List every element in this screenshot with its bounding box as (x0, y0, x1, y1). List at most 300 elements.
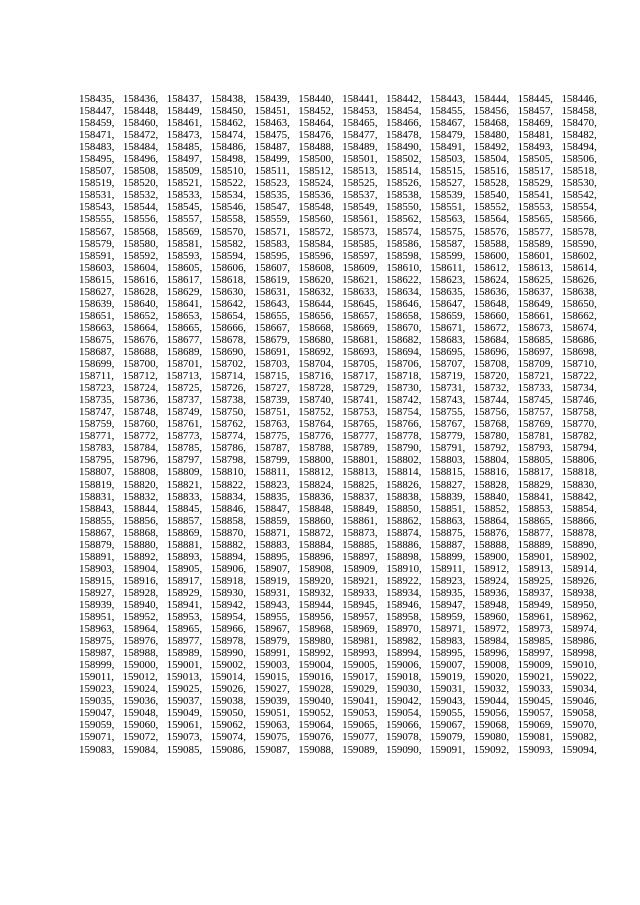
number-entry: 158918, (210, 574, 246, 587)
number-entry: 159040, (298, 695, 334, 708)
number-entry: 158804, (473, 454, 510, 467)
number-entry: 159087, (254, 743, 290, 756)
number-entry: 159044, (473, 695, 510, 708)
number-entry: 158974, (561, 623, 597, 636)
number-entry: 158496, (122, 153, 159, 166)
number-entry: 158546, (210, 201, 246, 214)
number-entry: 158551, (429, 201, 466, 214)
number-entry: 158586, (386, 237, 422, 250)
number-entry: 158736, (122, 394, 159, 407)
number-entry: 158596, (298, 249, 334, 262)
number-entry: 158692, (298, 345, 334, 358)
number-entry: 158568, (122, 225, 159, 238)
number-entry: 158602, (561, 249, 597, 262)
number-entry: 158529, (517, 177, 553, 190)
number-entry: 158989, (166, 647, 203, 660)
number-entry: 159045, (517, 695, 553, 708)
number-entry: 158950, (561, 598, 597, 611)
number-entry: 158810, (210, 466, 247, 479)
number-entry: 158925, (517, 574, 553, 587)
number-entry: 158813, (342, 466, 378, 479)
number-entry: 158827, (429, 478, 466, 491)
number-entry: 158703, (254, 358, 290, 371)
number-entry: 158794, (561, 442, 597, 455)
number-entry: 158941, (166, 598, 203, 611)
number-entry: 158515, (429, 165, 466, 178)
text-line (79, 611, 597, 623)
number-entry: 159011, (79, 671, 114, 684)
number-entry: 158964, (122, 623, 159, 636)
number-entry: 158629, (166, 285, 203, 298)
number-entry: 158495, (79, 153, 115, 166)
number-entry: 158934, (386, 586, 422, 599)
number-entry: 159053, (342, 707, 378, 720)
number-entry: 158697, (517, 345, 553, 358)
number-entry: 158837, (342, 490, 378, 503)
number-entry: 158782, (561, 430, 597, 443)
number-entry: 158965, (166, 623, 203, 636)
number-entry: 158592, (122, 249, 159, 262)
number-entry: 158903, (79, 562, 115, 575)
number-entry: 158581, (166, 237, 203, 250)
number-entry: 158923, (429, 574, 466, 587)
text-line (79, 635, 597, 647)
number-entry: 158669, (342, 321, 378, 334)
number-entry: 158554, (561, 201, 597, 214)
number-entry: 158957, (342, 611, 378, 624)
number-entry: 158549, (342, 201, 378, 214)
number-entry: 159019, (429, 671, 466, 684)
number-entry: 158983, (429, 635, 466, 648)
number-entry: 158997, (517, 647, 553, 660)
number-entry: 158631, (254, 285, 290, 298)
number-entry: 158981, (342, 635, 378, 648)
number-entry: 159052, (298, 707, 334, 720)
number-entry: 158970, (386, 623, 422, 636)
number-entry: 158715, (254, 370, 290, 383)
number-entry: 158636, (473, 285, 510, 298)
number-entry: 158626, (561, 273, 597, 286)
number-entry: 158759, (79, 418, 115, 431)
number-entry: 158901, (517, 550, 553, 563)
number-entry: 158659, (429, 309, 466, 322)
text-line (79, 647, 597, 659)
number-entry: 159091, (429, 743, 466, 756)
number-entry: 159037, (166, 695, 203, 708)
number-entry: 158942, (210, 598, 246, 611)
number-entry: 158789, (342, 442, 378, 455)
number-entry: 158585, (342, 237, 378, 250)
number-entry: 158893, (166, 550, 203, 563)
number-entry: 158847, (254, 502, 290, 515)
number-entry: 158640, (122, 297, 159, 310)
number-entry: 158966, (210, 623, 246, 636)
number-entry: 158665, (166, 321, 203, 334)
number-entry: 159003, (254, 659, 290, 672)
number-entry: 158824, (298, 478, 334, 491)
number-entry: 158772, (122, 430, 159, 443)
number-entry: 158484, (122, 141, 159, 154)
text-line (79, 491, 597, 503)
number-entry: 158790, (386, 442, 422, 455)
number-entry: 159082, (561, 731, 597, 744)
text-line (79, 201, 597, 213)
number-entry: 158767, (429, 418, 466, 431)
number-entry: 158781, (517, 430, 553, 443)
number-entry: 158735, (79, 394, 115, 407)
number-entry: 158732, (473, 382, 510, 395)
number-entry: 158589, (517, 237, 553, 250)
number-entry: 158444, (473, 93, 510, 105)
number-entry: 158850, (386, 502, 422, 515)
number-entry: 158465, (342, 117, 378, 130)
number-entry: 158593, (166, 249, 203, 262)
number-entry: 158435, (79, 93, 115, 105)
number-entry: 158899, (429, 550, 466, 563)
text-line (79, 503, 597, 515)
number-entry: 158513, (342, 165, 378, 178)
text-line (79, 479, 597, 491)
number-entry: 159094, (561, 743, 597, 756)
text-line (79, 226, 597, 238)
number-entry: 158876, (473, 526, 510, 539)
number-entry: 158587, (429, 237, 466, 250)
number-entry: 158642, (210, 297, 246, 310)
number-entry: 158865, (517, 514, 553, 527)
number-entry: 158620, (298, 273, 334, 286)
number-entry: 158622, (386, 273, 422, 286)
number-entry: 158517, (517, 165, 554, 178)
number-entry: 159086, (210, 743, 246, 756)
number-entry: 158479, (429, 129, 466, 142)
number-entry: 158447, (79, 105, 115, 118)
number-entry: 158603, (79, 261, 115, 274)
number-entry: 158614, (561, 261, 597, 274)
number-entry: 158536, (298, 189, 334, 202)
number-entry: 158682, (386, 333, 422, 346)
number-entry: 158606, (210, 261, 247, 274)
text-line (79, 659, 597, 671)
text-line (79, 238, 597, 250)
number-entry: 158706, (386, 358, 422, 371)
number-entry: 158712, (122, 370, 158, 383)
number-entry: 158681, (342, 333, 378, 346)
number-entry: 158835, (254, 490, 290, 503)
number-entry: 158450, (210, 105, 246, 118)
number-entry: 159056, (473, 707, 510, 720)
text-line (79, 153, 597, 165)
number-entry: 158439, (254, 93, 290, 105)
number-entry: 158917, (166, 574, 203, 587)
text-line (79, 563, 597, 575)
number-entry: 158660, (473, 309, 510, 322)
number-entry: 158959, (429, 611, 466, 624)
number-entry: 158793, (517, 442, 553, 455)
number-entry: 158897, (342, 550, 378, 563)
number-entry: 158809, (166, 466, 203, 479)
number-entry: 159055, (429, 707, 466, 720)
number-entry: 158563, (429, 213, 466, 226)
text-line (79, 93, 597, 105)
number-entry: 158864, (473, 514, 510, 527)
number-entry: 158763, (254, 418, 290, 431)
number-entry: 158927, (79, 586, 115, 599)
number-entry: 158522, (210, 177, 246, 190)
number-entry: 158875, (429, 526, 466, 539)
number-entry: 158912, (473, 562, 510, 575)
number-entry: 158730, (386, 382, 422, 395)
number-entry: 158761, (166, 418, 203, 431)
number-entry: 158452, (298, 105, 334, 118)
number-entry: 158594, (210, 249, 246, 262)
number-entry: 158969, (342, 623, 378, 636)
number-entry: 158539, (429, 189, 466, 202)
number-entry: 159034, (561, 683, 597, 696)
text-line (79, 683, 597, 695)
number-entry: 158949, (517, 598, 553, 611)
text-line (79, 250, 597, 262)
number-entry: 158630, (210, 285, 246, 298)
number-entry: 158948, (473, 598, 510, 611)
number-entry: 158716, (298, 370, 334, 383)
number-entry: 159036, (122, 695, 159, 708)
number-entry: 158873, (342, 526, 378, 539)
number-entry: 159002, (210, 659, 246, 672)
number-entry: 158449, (166, 105, 203, 118)
number-entry: 158698, (561, 345, 597, 358)
number-entry: 159013, (166, 671, 202, 684)
number-entry: 158826, (386, 478, 422, 491)
number-entry: 158567, (79, 225, 115, 238)
number-entry: 158491, (429, 141, 466, 154)
number-entry: 158611, (430, 261, 466, 274)
number-entry: 158437, (166, 93, 203, 105)
number-entry: 158863, (429, 514, 466, 527)
number-entry: 159067, (429, 719, 466, 732)
number-entry: 158500, (298, 153, 334, 166)
number-entry: 158881, (166, 538, 203, 551)
number-entry: 158579, (79, 237, 115, 250)
number-entry: 158607, (254, 261, 291, 274)
number-entry: 158618, (210, 273, 246, 286)
number-entry: 158930, (210, 586, 246, 599)
number-entry: 158839, (429, 490, 466, 503)
number-entry: 158621, (342, 273, 378, 286)
text-line (79, 527, 597, 539)
number-entry: 158938, (561, 586, 597, 599)
number-entry: 158825, (342, 478, 378, 491)
number-entry: 158714, (210, 370, 246, 383)
number-entry: 158476, (298, 129, 334, 142)
number-entry: 158571, (254, 225, 290, 238)
number-entry: 158774, (210, 430, 246, 443)
number-entry: 159066, (386, 719, 422, 732)
number-entry: 158641, (166, 297, 203, 310)
number-entry: 158872, (298, 526, 334, 539)
number-entry: 158638, (561, 285, 597, 298)
number-entry: 159018, (385, 671, 422, 684)
number-entry: 158516, (473, 165, 510, 178)
number-entry: 158805, (517, 454, 553, 467)
number-entry: 158619, (254, 273, 290, 286)
number-entry: 158663, (79, 321, 115, 334)
number-entry: 158601, (517, 249, 553, 262)
number-entry: 158608, (298, 261, 334, 274)
number-entry: 158913, (517, 562, 554, 575)
number-entry: 158591, (79, 249, 115, 262)
number-entry: 158909, (342, 562, 378, 575)
number-entry: 158952, (122, 611, 159, 624)
number-entry: 158526, (386, 177, 422, 190)
number-entry: 158473, (166, 129, 203, 142)
text-line (79, 286, 597, 298)
number-entry: 158570, (210, 225, 246, 238)
number-entry: 158708, (473, 358, 510, 371)
number-entry: 158768, (473, 418, 510, 431)
number-entry: 158937, (517, 586, 553, 599)
number-entry: 159026, (210, 683, 246, 696)
number-entry: 158645, (342, 297, 378, 310)
number-entry: 159070, (561, 719, 597, 732)
number-entry: 158695, (429, 345, 466, 358)
number-entry: 158773, (166, 430, 203, 443)
text-line (79, 346, 597, 358)
number-entry: 158647, (429, 297, 466, 310)
number-entry: 158535, (254, 189, 290, 202)
number-entry: 158860, (298, 514, 334, 527)
number-entry: 158509, (166, 165, 203, 178)
number-entry: 158898, (386, 550, 422, 563)
text-line (79, 515, 597, 527)
number-entry: 158722, (561, 370, 597, 383)
number-entry: 158987, (79, 647, 115, 660)
number-entry: 159001, (166, 659, 203, 672)
number-entry: 159014, (210, 671, 246, 684)
number-entry: 158993, (342, 647, 378, 660)
text-line (79, 731, 597, 743)
number-entry: 158690, (210, 345, 246, 358)
number-entry: 158821, (166, 478, 203, 491)
number-entry: 159012, (122, 671, 158, 684)
number-entry: 158534, (210, 189, 246, 202)
number-entry: 158633, (342, 285, 378, 298)
number-entry: 159081, (517, 731, 553, 744)
number-entry: 159084, (122, 743, 159, 756)
number-entry: 158845, (166, 502, 203, 515)
number-entry: 159010, (561, 659, 597, 672)
number-entry: 158980, (298, 635, 334, 648)
number-entry: 159029, (342, 683, 378, 696)
number-entry: 159092, (473, 743, 510, 756)
text-line (79, 129, 597, 141)
number-entry: 158653, (166, 309, 203, 322)
number-entry: 158687, (79, 345, 115, 358)
number-entry: 159054, (386, 707, 422, 720)
number-entry: 158911, (430, 562, 466, 575)
number-entry: 158973, (517, 623, 553, 636)
number-entry: 158947, (429, 598, 466, 611)
number-entry: 158662, (561, 309, 597, 322)
number-entry: 158532, (122, 189, 159, 202)
number-entry: 159000, (122, 659, 159, 672)
number-entry: 158900, (473, 550, 510, 563)
text-line (79, 719, 597, 731)
number-entry: 158733, (517, 382, 553, 395)
number-entry: 159078, (386, 731, 422, 744)
number-entry: 158902, (561, 550, 597, 563)
number-entry: 158583, (254, 237, 290, 250)
number-entry: 158564, (473, 213, 510, 226)
number-entry: 158803, (429, 454, 466, 467)
number-entry: 158590, (561, 237, 597, 250)
number-entry: 158725, (166, 382, 203, 395)
number-entry: 158528, (473, 177, 510, 190)
number-entry: 158671, (429, 321, 466, 334)
number-entry: 158713, (166, 370, 202, 383)
number-entry: 158921, (342, 574, 378, 587)
number-entry: 158852, (473, 502, 510, 515)
number-entry: 158443, (429, 93, 466, 105)
number-entry: 158441, (342, 93, 378, 105)
number-entry: 158668, (298, 321, 334, 334)
number-entry: 159068, (473, 719, 510, 732)
number-entry: 158686, (561, 333, 597, 346)
number-entry: 158672, (473, 321, 510, 334)
number-entry: 158861, (342, 514, 378, 527)
number-entry: 158553, (517, 201, 553, 214)
number-entry: 159046, (561, 695, 597, 708)
number-entry: 158791, (429, 442, 466, 455)
number-entry: 158886, (386, 538, 422, 551)
number-entry: 158720, (473, 370, 510, 383)
number-entry: 158474, (210, 129, 246, 142)
text-line (79, 382, 597, 394)
number-entry: 158482, (561, 129, 597, 142)
number-entry: 158527, (429, 177, 466, 190)
number-entry: 158466, (386, 117, 422, 130)
number-entry: 159064, (298, 719, 334, 732)
text-line (79, 695, 597, 707)
number-entry: 158815, (429, 466, 466, 479)
number-entry: 158958, (386, 611, 422, 624)
number-entry: 158514, (385, 165, 422, 178)
number-entry: 158705, (342, 358, 378, 371)
number-entry: 158696, (473, 345, 510, 358)
number-entry: 158445, (517, 93, 553, 105)
number-entry: 158667, (254, 321, 290, 334)
number-entry: 158674, (561, 321, 597, 334)
number-entry: 159049, (166, 707, 203, 720)
number-entry: 159057, (517, 707, 553, 720)
number-entry: 158799, (254, 454, 290, 467)
number-entry: 158721, (517, 370, 554, 383)
number-entry: 159051, (254, 707, 290, 720)
number-entry: 158770, (561, 418, 597, 431)
number-entry: 158936, (473, 586, 510, 599)
number-entry: 158802, (386, 454, 422, 467)
number-entry: 158595, (254, 249, 290, 262)
number-entry: 158769, (517, 418, 553, 431)
text-line (79, 262, 597, 274)
number-entry: 158846, (210, 502, 246, 515)
number-entry: 158778, (386, 430, 422, 443)
number-entry: 159042, (386, 695, 422, 708)
number-entry: 158488, (298, 141, 334, 154)
number-entry: 158757, (517, 406, 553, 419)
number-entry: 158646, (386, 297, 422, 310)
number-entry: 159089, (342, 743, 378, 756)
number-entry: 158510, (210, 165, 247, 178)
